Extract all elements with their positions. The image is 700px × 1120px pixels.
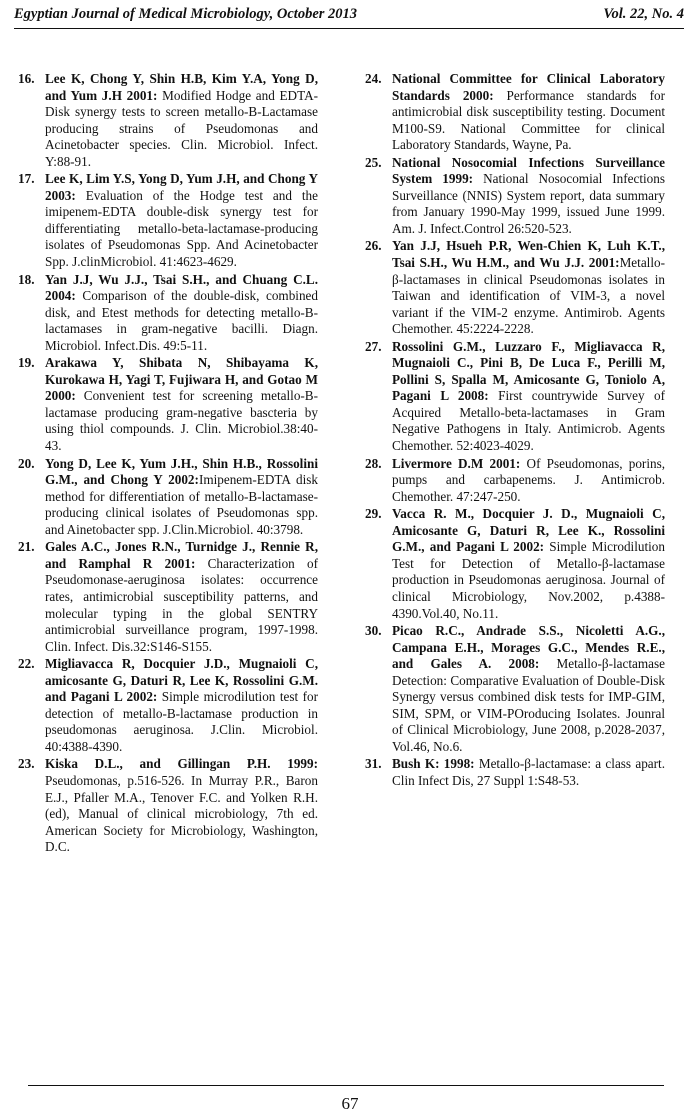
journal-title: Egyptian Journal of Medical Microbiology, October 2013 xyxy=(14,6,358,22)
references-right-column xyxy=(365,71,665,791)
reference-text: Metallo-β-lactamases in clinical Pseudomonas isolates in Taiwan and identification of VIM-3, a novel variant if the VIM-2 enzyme. Antimirob. Agents Chemother. 45:2224-2228. xyxy=(392,255,665,337)
reference-number: 30. xyxy=(365,623,382,639)
reference-text: National Nosocomial Infections Surveillance (NNIS) System report, data summary from January 1990-May 1999, issued June 1999. Am. J. Infect.Control 26:520-523. xyxy=(392,171,665,236)
reference-authors: Rossolini G.M., Luzzaro F., Migliavacca R, Mugnaioli C., Pini B, De Luca F., Perilli M, Pollini S, Spalla M, Amicosante G, Toniolo A, Pagani L 2008: xyxy=(392,338,665,404)
reference-authors: National Committee for Clinical Laboratory Standards 2000: xyxy=(392,71,665,103)
reference-item xyxy=(18,539,318,655)
volume-issue: Vol. 22, No. 4 xyxy=(603,6,684,22)
reference-item xyxy=(365,756,665,789)
reference-authors: Lee K, Chong Y, Shin H.B, Kim Y.A, Yong D, and Yum J.H 2001: xyxy=(45,71,318,103)
reference-text: Modified Hodge and EDTA-Disk synergy tests to screen metallo-B-Lactamase producing strains of Pseudomonas and Acinetobacter species. Clin. Microbiol. Infect. Y:88-91. xyxy=(45,87,318,169)
reference-item xyxy=(365,155,665,238)
reference-number: 25. xyxy=(365,154,382,170)
reference-text: Pseudomonas, p.516-526. In Murray P.R., Baron E.J., Pfaller M.A., Tenover F.C. and Yolken R.H. (ed), Manual of clinical microbiology, 7th ed. American Society for Microbiology, Washington, D.C. xyxy=(45,772,318,855)
reference-number: 19. xyxy=(18,355,35,371)
reference-number: 29. xyxy=(365,506,382,522)
reference-item xyxy=(365,238,665,337)
reference-authors: Picao R.C., Andrade S.S., Nicoletti A.G., Campana E.H., Morages G.C., Mendes R.E., and Gales A. 2008: xyxy=(392,623,665,672)
reference-authors: Livermore D.M 2001: xyxy=(392,455,521,471)
running-header xyxy=(14,6,686,30)
reference-authors: Arakawa Y, Shibata N, Shibayama K, Kurokawa H, Yagi T, Fujiwara H, and Gotao M 2000: xyxy=(45,355,318,404)
reference-text: Evaluation of the Hodge test and the imipenem-EDTA double-disk synergy test for differentiating metallo-beta-lactamase-producing isolates of Pseudomonas Spp. And Acinetobacter Spp. J.clinMicrobiol. 41:4623-4629. xyxy=(45,187,318,270)
reference-text: Imipenem-EDTA disk method for differentiation of metallo-B-lactamase-producing clinical isolates of Pseudomonas spp. and Ainetobacter spp. J.Clin.Microbiol. 40:3798. xyxy=(45,472,318,537)
page-number: 67 xyxy=(341,1094,359,1113)
reference-item xyxy=(18,171,318,270)
reference-authors: Lee K, Lim Y.S, Yong D, Yum J.H, and Chong Y 2003: xyxy=(45,171,318,203)
reference-authors: Yan J.J, Hsueh P.R, Wen-Chien K, Luh K.T., Tsai S.H., Wu H.M., and Wu J.J. 2001: xyxy=(392,238,665,271)
reference-number: 17. xyxy=(18,171,35,187)
reference-text: Characterization of Pseudomonase-aeruginosa isolates: occurrence rates, antimicrobial susceptibility patterns, and molecular typing in the global SENTRY antimicrobial surveillance program, 1997-1998. Clin. Infect. Dis.32:S146-S155. xyxy=(45,555,318,654)
reference-text: Of Pseudomonas, porins, pumps and carbapenems. J. Antimicrob. Chemother. 47:247-250. xyxy=(392,455,666,504)
reference-authors: Yan J.J, Wu J.J., Tsai S.H., and Chuang C.L. 2004: xyxy=(45,271,318,304)
reference-number: 18. xyxy=(18,271,35,287)
reference-number: 27. xyxy=(365,338,382,354)
reference-item xyxy=(18,71,318,170)
footer-rule xyxy=(28,1085,664,1086)
reference-text: Metallo-β-lactamase Detection: Comparative Evaluation of Double-Disk Synergy versus combined disk tests for IMP-GIM, SIM, SPM, or VIM-POroducing Isolates. Jounral of Clinical Microbiology, June 2008, p.2028-2037, Vol.46, No.6. xyxy=(392,656,665,754)
reference-number: 20. xyxy=(18,455,35,471)
reference-number: 21. xyxy=(18,539,35,555)
reference-item xyxy=(18,272,318,355)
reference-number: 26. xyxy=(365,238,382,254)
reference-item xyxy=(365,71,665,154)
reference-text: Metallo-β-lactamase: a class apart. Clin Infect Dis, 27 Suppl 1:S48-53. xyxy=(392,756,665,788)
reference-item xyxy=(18,756,318,855)
reference-authors: Bush K: 1998: xyxy=(392,756,475,772)
reference-authors: National Nosocomial Infections Surveillance System 1999: xyxy=(392,154,665,187)
reference-text: Comparison of the double-disk, combined disk, and Etest methods for detecting metallo-B-lactamases in gram-negative bacilli. Diagn. Microbiol. Infect.Dis. 49:5-11. xyxy=(45,288,318,353)
reference-authors: Kiska D.L., and Gillingan P.H. 1999: xyxy=(45,756,318,772)
reference-authors: Yong D, Lee K, Yum J.H., Shin H.B., Rossolini G.M., and Chong Y 2002: xyxy=(45,455,318,488)
reference-item xyxy=(18,355,318,454)
reference-text: Performance standards for antimicrobial disk susceptibility testing. Document M100-S9. National Committee for clinical Laboratory Standards, Wayne, Pa. xyxy=(392,87,665,153)
reference-number: 23. xyxy=(18,756,35,772)
reference-number: 16. xyxy=(18,71,35,86)
reference-authors: Migliavacca R, Docquier J.D., Mugnaioli C, amicosante G, Daturi R, Lee K, Rossolini G.M. and Pagani L 2002: xyxy=(45,656,318,705)
reference-item xyxy=(365,506,665,622)
reference-text: Simple Microdilution Test for Detection of Metallo-β-lactamase production in Pseudomonas aeruginosa. Journal of clinical Microbiology, Nov.2002, p.4388-4390.Vol.40, No.11. xyxy=(392,539,665,621)
reference-number: 22. xyxy=(18,656,35,672)
reference-number: 24. xyxy=(365,71,382,86)
reference-text: Convenient test for screening metallo-B-lactamase producing gram-negative bascteria by using thiol compounds. J. Clin. Microbiol.38:40-43. xyxy=(45,388,318,454)
reference-text: Simple microdilution test for detection of metallo-B-lactamase production in pseudomonas aeruginosa. J.Clin. Microbiol. 40:4388-4390. xyxy=(45,689,318,754)
references-left-column xyxy=(18,71,318,857)
reference-item xyxy=(365,339,665,455)
reference-item xyxy=(18,456,318,539)
reference-authors: Gales A.C., Jones R.N., Turnidge J., Rennie R, and Ramphal R 2001: xyxy=(45,539,318,571)
reference-item xyxy=(365,623,665,755)
reference-item xyxy=(365,456,665,506)
header-rule xyxy=(14,28,684,29)
reference-text: First countrywide Survey of Acquired Metallo-beta-lactamases in Gram Negative Pathogens in Italy. Antimicrob. Agents Chemother. 52:4023-4029. xyxy=(392,388,666,454)
reference-authors: Vacca R. M., Docquier J. D., Mugnaioli C, Amicosante G, Daturi R, Lee K., Rossolini G.M., and Pagani L 2002: xyxy=(392,506,665,555)
reference-number: 31. xyxy=(365,756,382,772)
reference-item xyxy=(18,656,318,755)
reference-number: 28. xyxy=(365,455,382,471)
